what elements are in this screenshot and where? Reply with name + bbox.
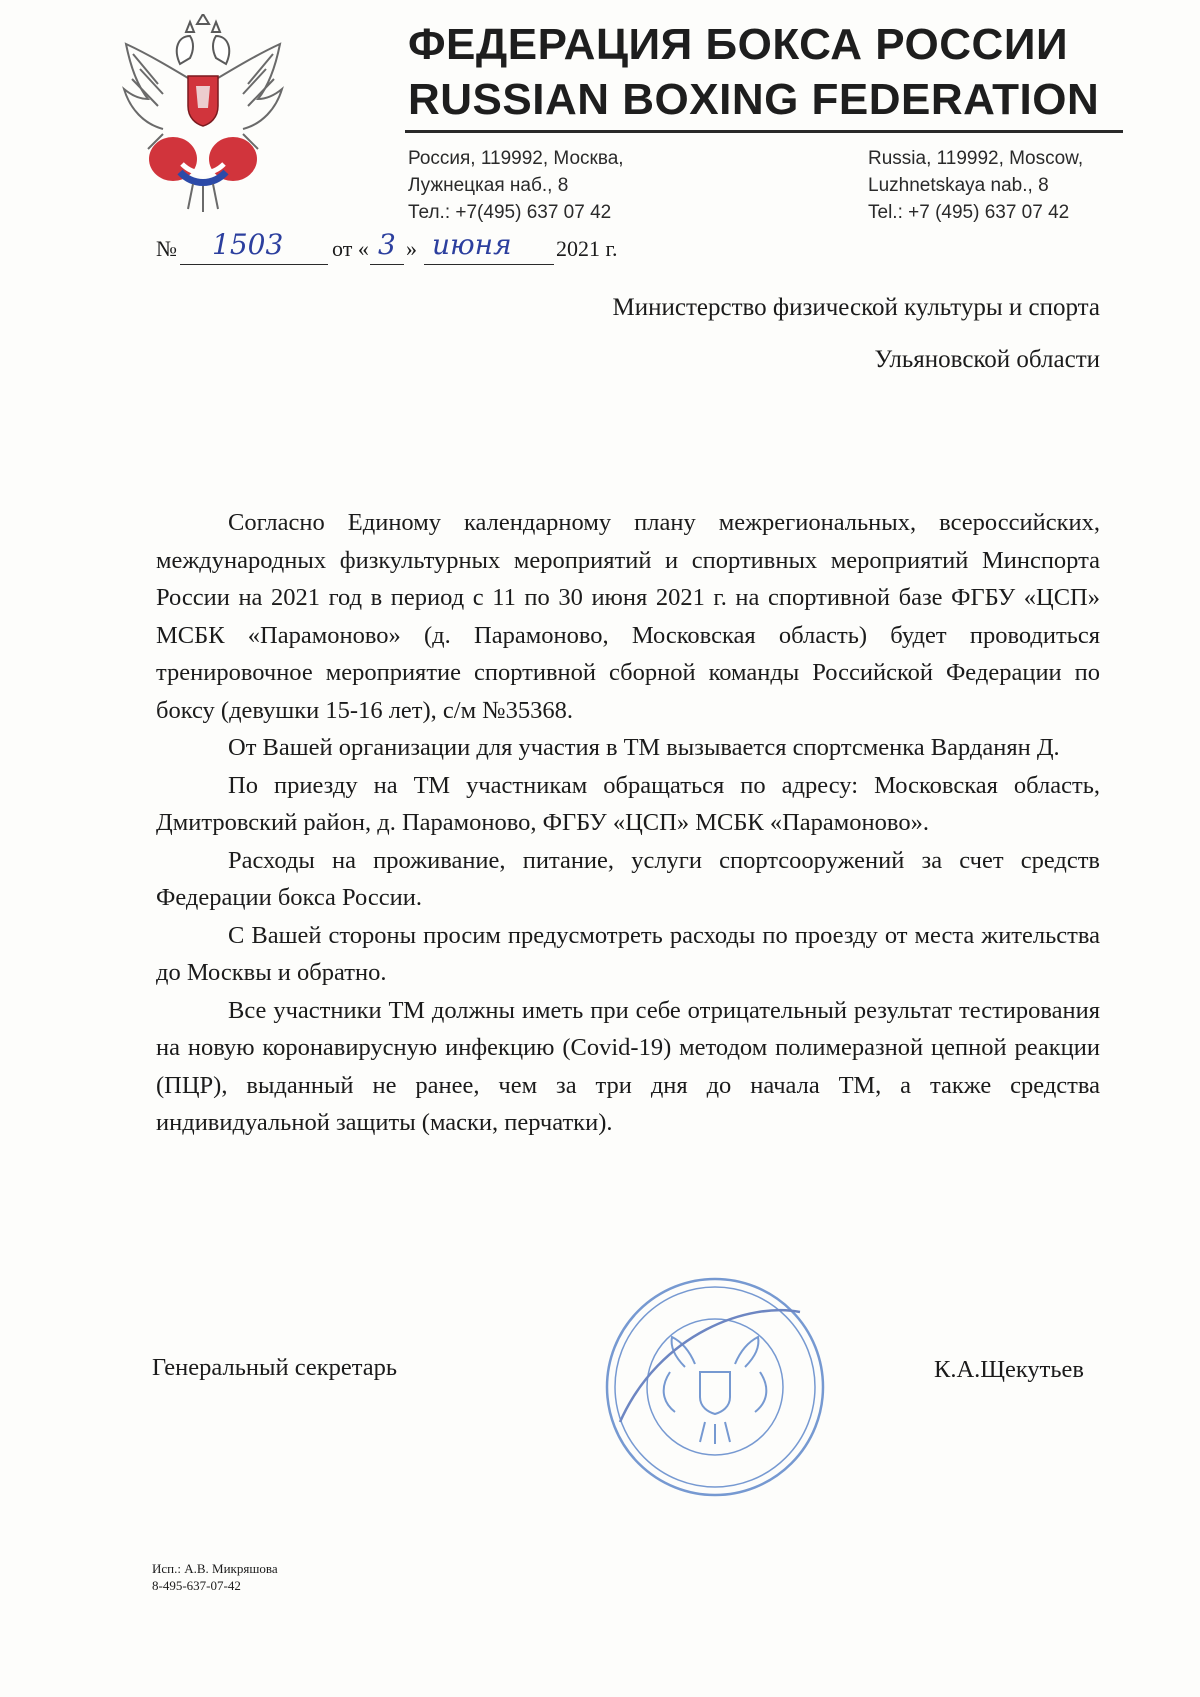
address-ru-line: Россия, 119992, Москва, bbox=[408, 148, 624, 169]
header-divider bbox=[405, 130, 1123, 133]
number-handwritten: 1503 bbox=[212, 228, 284, 261]
letter-body bbox=[156, 504, 1100, 1142]
month-handwritten: июня bbox=[432, 228, 512, 261]
year-label: 2021 г. bbox=[556, 236, 618, 261]
body-paragraph: Все участники ТМ должны иметь при себе отрицательный результат тестирования на новую коронавирусную инфекцию (Covid-19) методом полимеразной цепной реакции (ПЦР), выданный не ранее, чем за три дня до начала ТМ, а также средства индивидуальной защиты (маски, перчатки). bbox=[156, 996, 1100, 1136]
address-en-line: Luzhnetskaya nab., 8 bbox=[868, 175, 1049, 196]
month-underline bbox=[424, 264, 554, 265]
signatory-role: Генеральный секретарь bbox=[152, 1354, 398, 1381]
address-ru-line: Тел.: +7(495) 637 07 42 bbox=[408, 202, 612, 223]
federation-title-ru: ФЕДЕРАЦИЯ БОКСА РОССИИ bbox=[408, 20, 1069, 69]
recipient-line-2: Ульяновской области bbox=[874, 346, 1100, 373]
executor-phone: 8-495-637-07-42 bbox=[152, 1578, 241, 1593]
executor-name: Исп.: А.В. Микряшова bbox=[152, 1561, 278, 1576]
address-en bbox=[868, 145, 1083, 226]
double-headed-eagle-emblem-icon bbox=[118, 14, 288, 214]
number-underline bbox=[180, 264, 328, 265]
executor-info bbox=[152, 1560, 278, 1594]
federation-title-en: RUSSIAN BOXING FEDERATION bbox=[408, 75, 1100, 124]
date-from-label: от « bbox=[332, 236, 369, 261]
body-paragraph: По приезду на ТМ участникам обращаться по адресу: Московская область, Дмитровский район, д. Парамоново, ФГБУ «ЦСП» МСБК «Парамоново». bbox=[156, 771, 1100, 836]
body-paragraph: Расходы на проживание, питание, услуги спортсооружений за счет средств Федерации бокса России. bbox=[156, 846, 1100, 911]
body-paragraph: От Вашей организации для участия в ТМ вызывается спортсменка Варданян Д. bbox=[228, 734, 1060, 761]
body-paragraph: С Вашей стороны просим предусмотреть расходы по проезду от места жительства до Москвы и обратно. bbox=[156, 921, 1100, 986]
address-ru bbox=[408, 145, 624, 226]
recipient-line-1: Министерство физической культуры и спорта bbox=[612, 294, 1100, 321]
day-handwritten: 3 bbox=[378, 228, 396, 261]
address-en-line: Russia, 119992, Moscow, bbox=[868, 148, 1084, 169]
body-paragraph: Согласно Единому календарному плану межрегиональных, всероссийских, международных физкультурных мероприятий и спортивных мероприятий Минспорта России на 2021 год в период с 11 по 30 июня 2021 г. на спортивной базе ФГБУ «ЦСП» МСБК «Парамоново» (д. Парамоново, Московская область) будет проводиться тренировочное мероприятие спортивной сборной команды Российской Федерации по боксу (девушки 15-16 лет), с/м №35368. bbox=[156, 509, 1100, 724]
round-seal-stamp-icon bbox=[600, 1272, 830, 1502]
number-label: № bbox=[156, 236, 177, 261]
address-ru-line: Лужнецкая наб., 8 bbox=[408, 175, 569, 196]
address-en-line: Tel.: +7 (495) 637 07 42 bbox=[868, 202, 1070, 223]
day-underline bbox=[370, 264, 404, 265]
signatory-name: К.А.Щекутьев bbox=[933, 1356, 1084, 1383]
day-close-quote: » bbox=[406, 236, 417, 261]
